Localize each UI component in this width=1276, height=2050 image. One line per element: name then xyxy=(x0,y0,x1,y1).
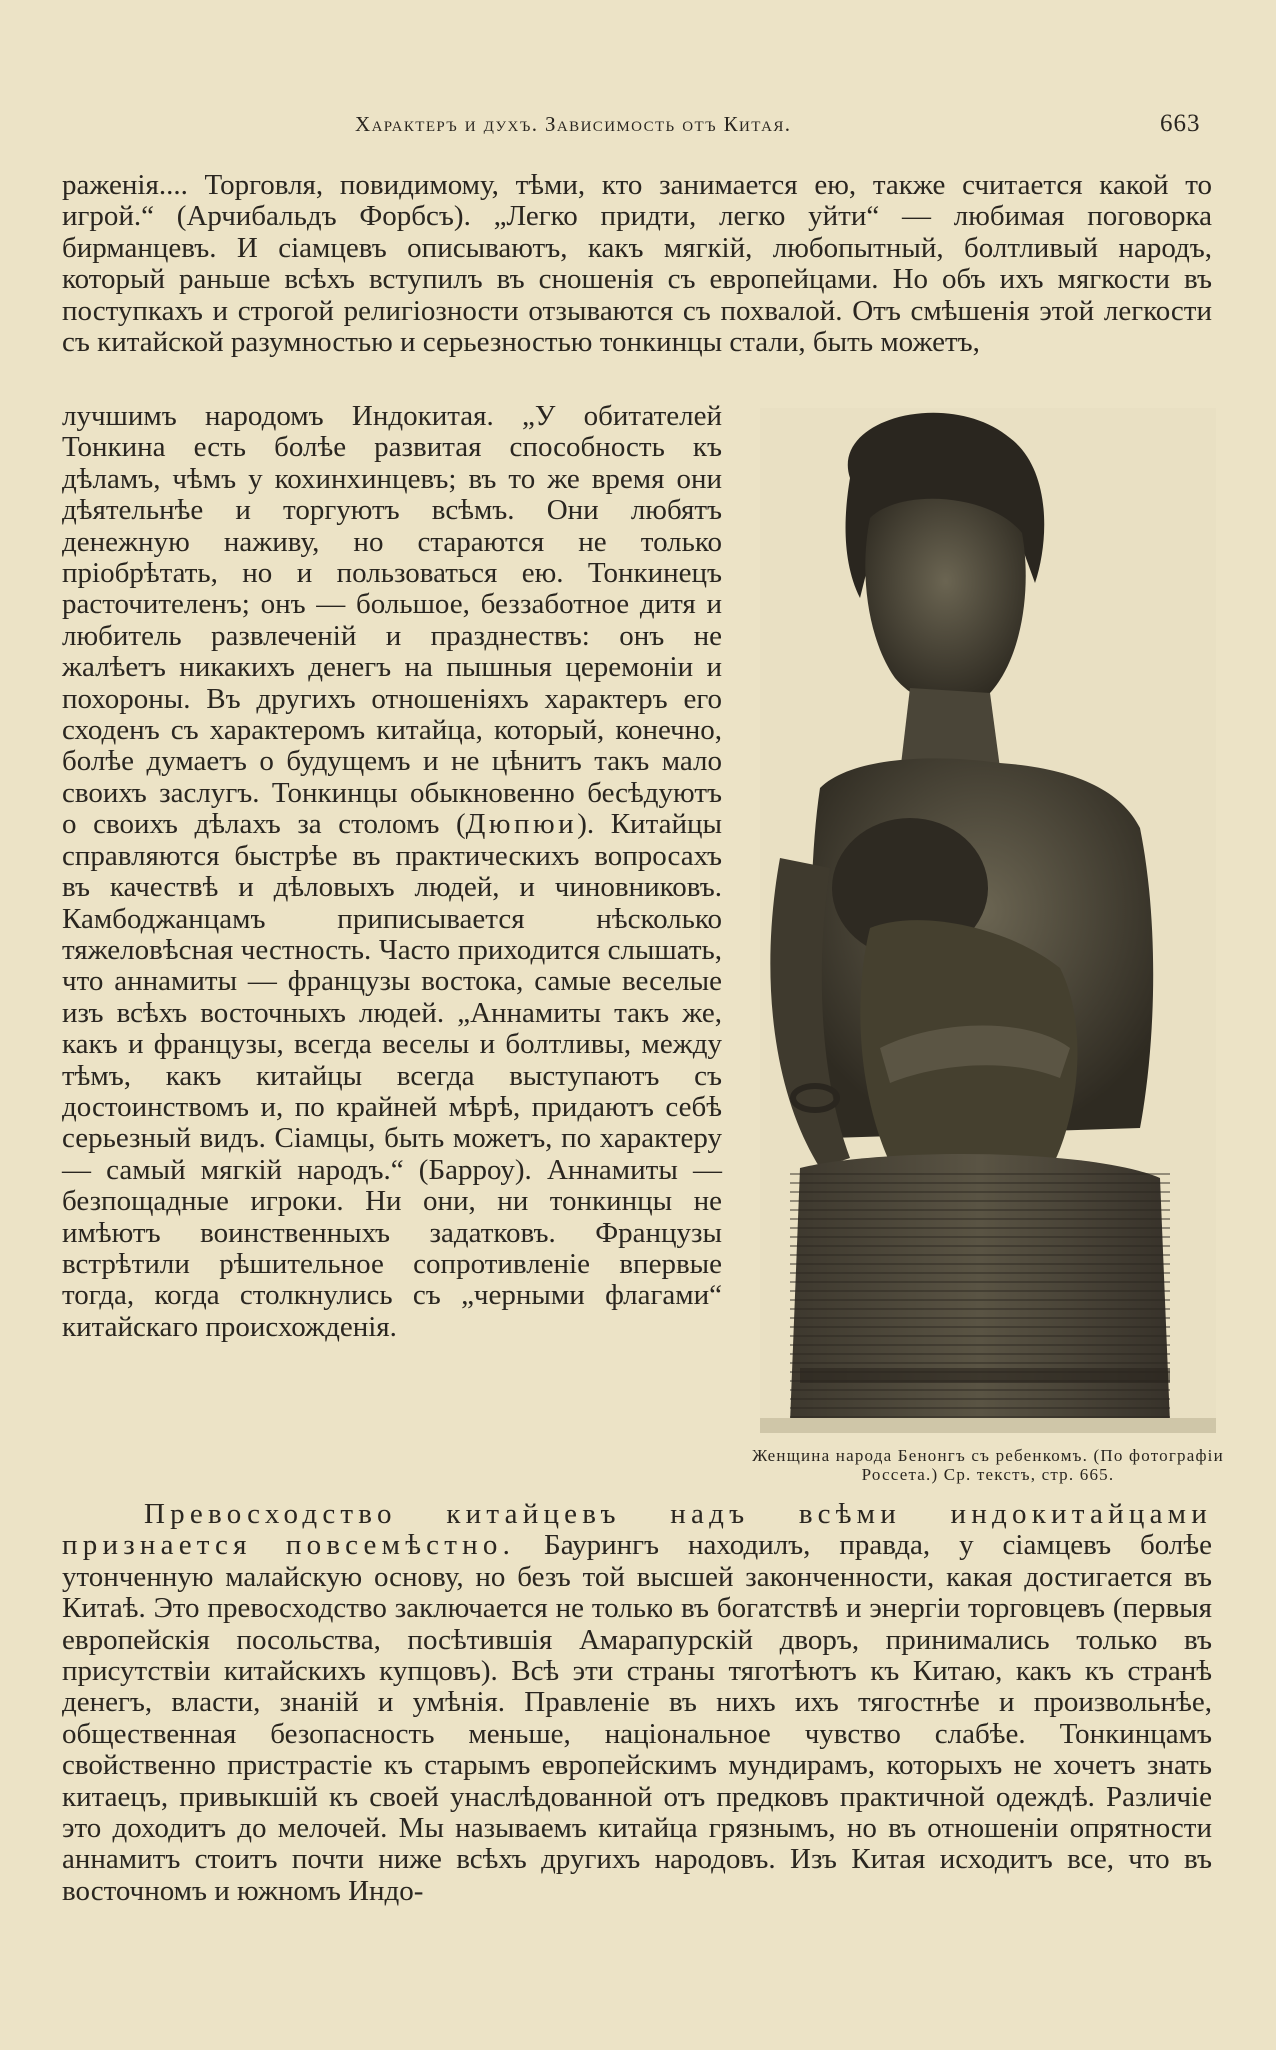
page-number: 663 xyxy=(1160,110,1201,137)
top-paragraph-text: раженія.... Торговля, повидимому, тѣми, кто занимается ею, также считается какой то игрой.“ (Арчибальдъ Форбсъ). „Легко придти, легко уйти“ — любимая поговорка бирманцевъ. И сіамцевъ описываютъ, какъ мягкій, любопытный, болтливый народъ, который раньше всѣхъ вступилъ въ сношенія съ европейцами. Но объ ихъ мягкости въ поступкахъ и строгой религіозности отзываются съ похвалой. Отъ смѣшенія этой легкости съ китайской разумностью и серьезностью тонкинцы стали, быть можетъ, xyxy=(62,169,1212,359)
paragraph-body: Баурингъ находилъ, правда, у сіамцевъ болѣе утонченную малайскую основу, но безъ той высшей законченности, какая достигается въ Китаѣ. Это превосходство заключается не только въ богатствѣ и энергіи торговцевъ (первыя европейскія посольства, посѣтившія Амарапурскій дворъ, принимались только въ присутствіи китайскихъ купцовъ). Всѣ эти страны тяготѣютъ къ Китаю, какъ къ странѣ денегъ, власти, знаній и умѣнія. Правленіе въ нихъ ихъ тягостнѣе и произвольнѣе, общественная безопасность меньше, національное чувство слабѣе. Тонкинцамъ свойственно пристрастіе къ старымъ европейскимъ мундирамъ, которыхъ не хочетъ знать китаецъ, привыкшій къ своей унаслѣдованной отъ предковъ практичной одеждѣ. Различіе это доходитъ до мелочей. Мы называемъ китайца грязнымъ, но въ отношеніи опрятности аннамитъ стоитъ почти ниже всѣхъ другихъ народовъ. Изъ Китая исходитъ все, что въ восточномъ и южномъ Индо- xyxy=(62,1529,1212,1907)
bottom-paragraph-text xyxy=(62,1499,1212,1907)
running-title: Характеръ и духъ. Зависимость отъ Китая. xyxy=(355,112,792,136)
left-column-part2: ). Китайцы справляются быстрѣе въ практическихъ вопросахъ въ качествѣ и дѣловыхъ людей, и чиновниковъ. Камбоджанцамъ приписывается нѣсколько тяжеловѣсная честность. Часто приходится слышать, что аннамиты — французы востока, самые веселые изъ всѣхъ восточныхъ людей. „Аннамиты такъ же, какъ и французы, всегда веселы и болтливы, между тѣмъ, какъ китайцы всегда выступаютъ съ достоинствомъ и, по крайней мѣрѣ, придаютъ себѣ серьезный видъ. Сіамцы, быть можетъ, по характеру — самый мягкій народъ.“ (Барроу). Аннамиты — безпощадные игроки. Ни они, ни тонкинцы не имѣютъ воинственныхъ задатковъ. Французы встрѣтили рѣшительное сопротивленіе впервые тогда, когда столкнулись съ „черными флагами“ китайскаго происхожденія. xyxy=(62,808,722,1343)
paragraph-lead: Превосходство китайцевъ надъ всѣми индокитайцами признается повсемѣстно. xyxy=(62,1498,1212,1562)
running-head xyxy=(0,106,1276,146)
top-paragraph xyxy=(62,170,1212,358)
woman-with-child-photo xyxy=(760,408,1216,1433)
left-column-part1: лучшимъ народомъ Индокитая. „У обитателей Тонкина есть болѣе развитая способность къ дѣламъ, чѣмъ у кохинхинцевъ; въ то же время они дѣятельнѣе и торгуютъ всѣмъ. Они любятъ денежную наживу, но стараются не только пріобрѣтать, но и пользоваться ею. Тонкинецъ расточителенъ; онъ — большое, беззаботное дитя и любитель развлеченій и празднествъ: онъ не жалѣетъ никакихъ денегъ на пышныя церемоніи и похороны. Въ другихъ отношеніяхъ характеръ его сходенъ съ характеромъ китайца, который, конечно, болѣе думаетъ о будущемъ и не цѣнитъ такъ мало своихъ заслугъ. Тонкинцы обыкновенно бесѣдуютъ о своихъ дѣлахъ за столомъ ( xyxy=(62,400,722,841)
bottom-paragraph xyxy=(62,1499,1212,1907)
cited-author: Дюпюи xyxy=(465,808,578,841)
figure-caption: Женщина народа Бенонгъ съ ребенкомъ. (По фотографіи Россета.) Ср. текстъ, стр. 665. xyxy=(752,1446,1224,1484)
figure-photo xyxy=(760,408,1216,1433)
left-column-text xyxy=(62,401,722,1343)
